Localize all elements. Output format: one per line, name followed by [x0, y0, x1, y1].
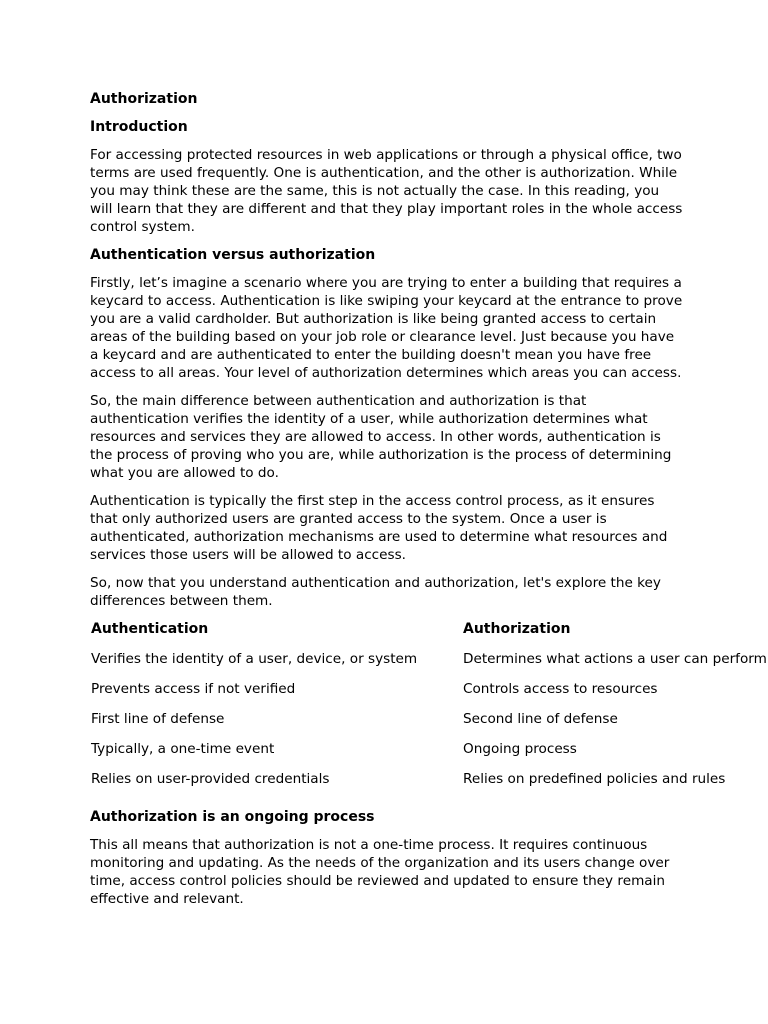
- intro-heading: Introduction: [90, 119, 188, 135]
- table-cell: Relies on user-provided credentials: [91, 771, 330, 787]
- table-cell: Relies on predefined policies and rules: [463, 771, 726, 787]
- table-cell: Controls access to resources: [463, 681, 658, 697]
- section-heading-auth-vs-authz: Authentication versus authorization: [90, 247, 376, 263]
- table-cell: Ongoing process: [463, 741, 577, 757]
- table-cell: Prevents access if not verified: [91, 681, 296, 697]
- document-page: [90, 90, 766, 918]
- paragraph-main-difference: So, the main difference between authentication and authorization is that authentication verifies the identity of a user, while authorization determines what resources and services they are allowed to access. In other words, authentication is the process of proving who you are, while authorization is the process of determining what you are allowed to do.: [90, 393, 672, 481]
- comparison-table: [91, 620, 768, 800]
- document-title: Authorization: [90, 91, 198, 107]
- paragraph-key-differences: So, now that you understand authentication and authorization, let's explore the key differences between them.: [90, 575, 661, 609]
- table-header-authorization: Authorization: [463, 621, 571, 637]
- paragraph-keycard-scenario: Firstly, let’s imagine a scenario where you are trying to enter a building that requires a keycard to access. Authentication is like swiping your keycard at the entrance to prove you are a valid cardholder. But authorization is like being granted access to certain areas of the building based on your job role or clearance level. Just because you have a keycard and are authenticated to enter the building doesn't mean you have free access to all areas. Your level of authorization determines which areas you can access.: [90, 275, 683, 381]
- table-header-row: [91, 620, 768, 650]
- table-row: [91, 710, 768, 740]
- table-cell: First line of defense: [91, 711, 225, 727]
- intro-paragraph: For accessing protected resources in web applications or through a physical office, two terms are used frequently. One is authentication, and the other is authorization. While you may think these are the same, this is not actually the case. In this reading, you will learn that they are different and that they play important roles in the whole access control system.: [90, 147, 683, 235]
- table-cell: Second line of defense: [463, 711, 618, 727]
- table-cell: Typically, a one-time event: [91, 741, 275, 757]
- section-heading-ongoing-process: Authorization is an ongoing process: [90, 809, 375, 825]
- table-row: [91, 650, 768, 680]
- table-cell: Determines what actions a user can perform: [463, 651, 767, 667]
- table-cell: Verifies the identity of a user, device, or system: [91, 651, 418, 667]
- table-row: [91, 680, 768, 710]
- table-header-authentication: Authentication: [91, 621, 209, 637]
- table-row: [91, 740, 768, 770]
- table-row: [91, 770, 768, 800]
- paragraph-ongoing-process: This all means that authorization is not a one-time process. It requires continuous monitoring and updating. As the needs of the organization and its users change over time, access control policies should be reviewed and updated to ensure they remain effective and relevant.: [90, 837, 670, 907]
- paragraph-first-step: Authentication is typically the first step in the access control process, as it ensures that only authorized users are granted access to the system. Once a user is authenticated, authorization mechanisms are used to determine what resources and services those users will be allowed to access.: [90, 493, 668, 563]
